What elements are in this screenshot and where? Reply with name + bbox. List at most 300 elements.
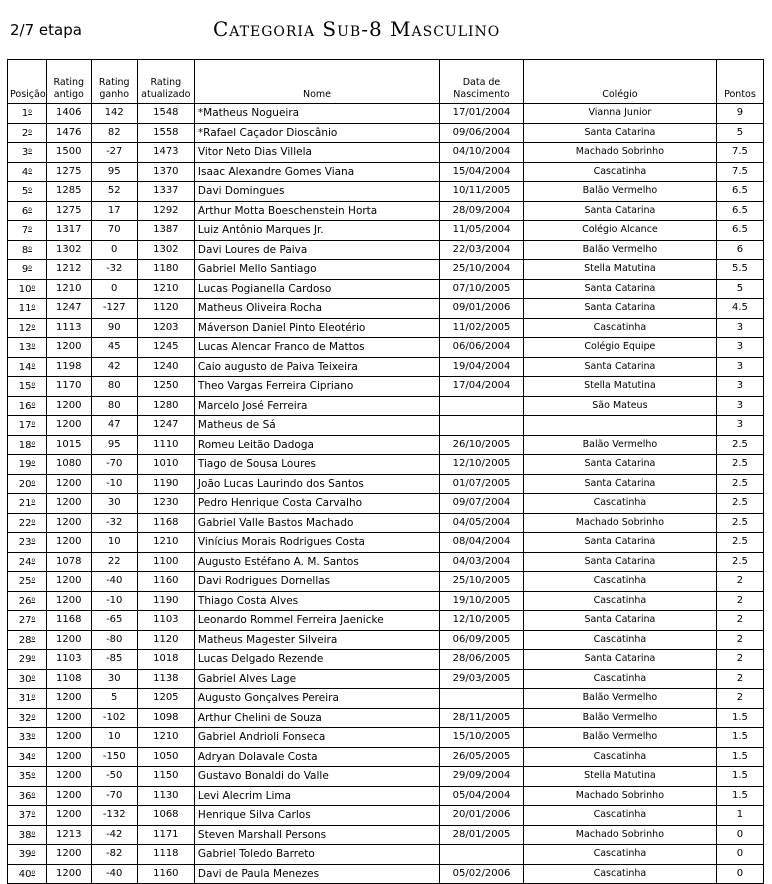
rating-gain-cell: 42 bbox=[91, 357, 137, 377]
college-cell: Cascatinha bbox=[523, 162, 716, 182]
header-name: Nome bbox=[194, 60, 439, 104]
ordinal-mark: o bbox=[31, 634, 36, 642]
old-rating-cell: 1200 bbox=[46, 591, 91, 611]
position-cell bbox=[8, 299, 47, 319]
new-rating-cell: 1245 bbox=[137, 338, 194, 358]
rating-gain-cell: 17 bbox=[91, 201, 137, 221]
player-name-cell: Arthur Chelini de Souza bbox=[194, 708, 439, 728]
player-name-cell: Lucas Delgado Rezende bbox=[194, 650, 439, 670]
birth-date-cell: 25/10/2005 bbox=[440, 572, 524, 592]
college-cell: Cascatinha bbox=[523, 630, 716, 650]
old-rating-cell: 1317 bbox=[46, 221, 91, 241]
points-cell: 2.5 bbox=[716, 533, 763, 553]
table-row bbox=[8, 572, 764, 592]
points-cell: 9 bbox=[716, 104, 763, 124]
college-cell: Santa Catarina bbox=[523, 123, 716, 143]
new-rating-cell: 1210 bbox=[137, 279, 194, 299]
position-number: 34 bbox=[18, 751, 32, 763]
birth-date-cell: 20/01/2006 bbox=[440, 806, 524, 826]
ordinal-mark: o bbox=[28, 127, 32, 135]
points-cell: 2 bbox=[716, 630, 763, 650]
player-name-cell: Steven Marshall Persons bbox=[194, 825, 439, 845]
old-rating-cell: 1285 bbox=[46, 182, 91, 202]
rating-gain-cell: -10 bbox=[91, 474, 137, 494]
position-cell bbox=[8, 396, 47, 416]
player-name-cell: Vitor Neto Dias Villela bbox=[194, 143, 439, 163]
rating-gain-cell: -32 bbox=[91, 260, 137, 280]
player-name-cell: Arthur Motta Boeschenstein Horta bbox=[194, 201, 439, 221]
position-number: 38 bbox=[18, 829, 32, 841]
player-name-cell: Luiz Antônio Marques Jr. bbox=[194, 221, 439, 241]
old-rating-cell: 1015 bbox=[46, 435, 91, 455]
header-position: Posição bbox=[8, 60, 47, 104]
birth-date-cell: 17/01/2004 bbox=[440, 104, 524, 124]
old-rating-cell: 1200 bbox=[46, 728, 91, 748]
table-row bbox=[8, 435, 764, 455]
birth-date-cell: 05/04/2004 bbox=[440, 786, 524, 806]
birth-date-cell: 09/07/2004 bbox=[440, 494, 524, 514]
new-rating-cell: 1210 bbox=[137, 728, 194, 748]
new-rating-cell: 1120 bbox=[137, 630, 194, 650]
rating-gain-cell: 0 bbox=[91, 279, 137, 299]
position-number: 14 bbox=[18, 361, 32, 373]
table-row bbox=[8, 318, 764, 338]
new-rating-cell: 1120 bbox=[137, 299, 194, 319]
rating-gain-cell: -27 bbox=[91, 143, 137, 163]
points-cell: 6 bbox=[716, 240, 763, 260]
position-cell bbox=[8, 533, 47, 553]
ordinal-mark: o bbox=[31, 732, 36, 740]
stage-label: 2/7 etapa bbox=[10, 21, 82, 39]
position-number: 27 bbox=[18, 615, 32, 627]
college-cell bbox=[523, 416, 716, 436]
points-cell: 7.5 bbox=[716, 143, 763, 163]
player-name-cell: Augusto Estéfano A. M. Santos bbox=[194, 552, 439, 572]
position-number: 7 bbox=[21, 225, 29, 237]
birth-date-cell: 04/10/2004 bbox=[440, 143, 524, 163]
table-row bbox=[8, 162, 764, 182]
rating-gain-cell: -65 bbox=[91, 611, 137, 631]
birth-date-cell: 15/04/2004 bbox=[440, 162, 524, 182]
new-rating-cell: 1160 bbox=[137, 864, 194, 884]
position-number: 22 bbox=[18, 517, 32, 529]
ordinal-mark: o bbox=[31, 829, 36, 837]
points-cell: 2 bbox=[716, 669, 763, 689]
birth-date-cell: 17/04/2004 bbox=[440, 377, 524, 397]
old-rating-cell: 1200 bbox=[46, 786, 91, 806]
position-cell bbox=[8, 669, 47, 689]
ordinal-mark: o bbox=[31, 381, 36, 389]
ordinal-mark: o bbox=[28, 147, 32, 155]
college-cell: Cascatinha bbox=[523, 747, 716, 767]
college-cell: Colégio Equipe bbox=[523, 338, 716, 358]
position-number: 36 bbox=[18, 790, 32, 802]
position-number: 23 bbox=[18, 537, 32, 549]
rating-gain-cell: -50 bbox=[91, 767, 137, 787]
old-rating-cell: 1078 bbox=[46, 552, 91, 572]
new-rating-cell: 1100 bbox=[137, 552, 194, 572]
birth-date-cell: 19/10/2005 bbox=[440, 591, 524, 611]
new-rating-cell: 1068 bbox=[137, 806, 194, 826]
table-row bbox=[8, 143, 764, 163]
table-row bbox=[8, 669, 764, 689]
ordinal-mark: o bbox=[31, 673, 36, 681]
points-cell: 2 bbox=[716, 650, 763, 670]
college-cell: Colégio Alcance bbox=[523, 221, 716, 241]
position-cell bbox=[8, 825, 47, 845]
rating-gain-cell: -32 bbox=[91, 513, 137, 533]
position-cell bbox=[8, 806, 47, 826]
college-cell: Machado Sobrinho bbox=[523, 786, 716, 806]
college-cell: Balão Vermelho bbox=[523, 728, 716, 748]
college-cell: Balão Vermelho bbox=[523, 689, 716, 709]
rating-gain-cell: -132 bbox=[91, 806, 137, 826]
position-cell bbox=[8, 572, 47, 592]
college-cell: Santa Catarina bbox=[523, 611, 716, 631]
player-name-cell: Gustavo Bonaldi do Valle bbox=[194, 767, 439, 787]
birth-date-cell: 26/05/2005 bbox=[440, 747, 524, 767]
old-rating-cell: 1200 bbox=[46, 533, 91, 553]
college-cell: Santa Catarina bbox=[523, 533, 716, 553]
player-name-cell: Augusto Gonçalves Pereira bbox=[194, 689, 439, 709]
points-cell: 6.5 bbox=[716, 221, 763, 241]
header-points: Pontos bbox=[716, 60, 763, 104]
old-rating-cell: 1200 bbox=[46, 416, 91, 436]
college-cell: Stella Matutina bbox=[523, 260, 716, 280]
old-rating-cell: 1247 bbox=[46, 299, 91, 319]
old-rating-cell: 1275 bbox=[46, 162, 91, 182]
points-cell: 3 bbox=[716, 338, 763, 358]
points-cell: 1.5 bbox=[716, 747, 763, 767]
points-cell: 2.5 bbox=[716, 474, 763, 494]
rating-gain-cell: -42 bbox=[91, 825, 137, 845]
player-name-cell: Tiago de Sousa Loures bbox=[194, 455, 439, 475]
birth-date-cell: 22/03/2004 bbox=[440, 240, 524, 260]
table-row bbox=[8, 611, 764, 631]
rating-gain-cell: 10 bbox=[91, 533, 137, 553]
rating-gain-cell: -40 bbox=[91, 864, 137, 884]
table-row bbox=[8, 357, 764, 377]
old-rating-cell: 1200 bbox=[46, 747, 91, 767]
position-number: 3 bbox=[21, 147, 29, 159]
position-number: 28 bbox=[18, 634, 32, 646]
ordinal-mark: o bbox=[31, 849, 36, 857]
position-number: 17 bbox=[18, 420, 32, 432]
rating-gain-cell: 22 bbox=[91, 552, 137, 572]
new-rating-cell: 1018 bbox=[137, 650, 194, 670]
college-cell: Cascatinha bbox=[523, 806, 716, 826]
old-rating-cell: 1476 bbox=[46, 123, 91, 143]
new-rating-cell: 1118 bbox=[137, 845, 194, 865]
position-number: 20 bbox=[18, 478, 32, 490]
position-number: 8 bbox=[21, 244, 29, 256]
rating-gain-cell: 45 bbox=[91, 338, 137, 358]
header-new-rating: Rating atualizado bbox=[137, 60, 194, 104]
position-cell bbox=[8, 123, 47, 143]
ordinal-mark: o bbox=[28, 244, 32, 252]
position-number: 35 bbox=[18, 771, 32, 783]
ordinal-mark: o bbox=[31, 478, 36, 486]
college-cell: Cascatinha bbox=[523, 591, 716, 611]
old-rating-cell: 1108 bbox=[46, 669, 91, 689]
points-cell: 0 bbox=[716, 825, 763, 845]
player-name-cell: Lucas Pogianella Cardoso bbox=[194, 279, 439, 299]
ordinal-mark: o bbox=[31, 439, 36, 447]
ordinal-mark: o bbox=[28, 264, 32, 272]
player-name-cell: *Matheus Nogueira bbox=[194, 104, 439, 124]
table-row bbox=[8, 864, 764, 884]
position-cell bbox=[8, 377, 47, 397]
college-cell: Stella Matutina bbox=[523, 377, 716, 397]
table-row bbox=[8, 474, 764, 494]
header-rating-gain: Rating ganho bbox=[91, 60, 137, 104]
table-row bbox=[8, 806, 764, 826]
player-name-cell: Davi Rodrigues Dornellas bbox=[194, 572, 439, 592]
points-cell: 3 bbox=[716, 416, 763, 436]
rating-gain-cell: 52 bbox=[91, 182, 137, 202]
player-name-cell: Gabriel Mello Santiago bbox=[194, 260, 439, 280]
new-rating-cell: 1110 bbox=[137, 435, 194, 455]
position-cell bbox=[8, 611, 47, 631]
college-cell: Santa Catarina bbox=[523, 357, 716, 377]
player-name-cell: Gabriel Toledo Barreto bbox=[194, 845, 439, 865]
new-rating-cell: 1098 bbox=[137, 708, 194, 728]
ordinal-mark: o bbox=[28, 225, 32, 233]
old-rating-cell: 1213 bbox=[46, 825, 91, 845]
rating-gain-cell: -102 bbox=[91, 708, 137, 728]
college-cell: Santa Catarina bbox=[523, 552, 716, 572]
table-row bbox=[8, 513, 764, 533]
old-rating-cell: 1200 bbox=[46, 474, 91, 494]
ordinal-mark: o bbox=[28, 205, 32, 213]
rating-gain-cell: -150 bbox=[91, 747, 137, 767]
points-cell: 2.5 bbox=[716, 494, 763, 514]
position-cell bbox=[8, 338, 47, 358]
rating-gain-cell: 80 bbox=[91, 396, 137, 416]
birth-date-cell bbox=[440, 689, 524, 709]
points-cell: 1 bbox=[716, 806, 763, 826]
position-number: 19 bbox=[18, 459, 32, 471]
table-row bbox=[8, 221, 764, 241]
points-cell: 5.5 bbox=[716, 260, 763, 280]
ordinal-mark: o bbox=[31, 654, 36, 662]
position-number: 6 bbox=[21, 205, 29, 217]
header-college: Colégio bbox=[523, 60, 716, 104]
position-number: 16 bbox=[18, 400, 32, 412]
position-number: 40 bbox=[18, 868, 32, 880]
points-cell: 2 bbox=[716, 591, 763, 611]
college-cell: Cascatinha bbox=[523, 864, 716, 884]
old-rating-cell: 1212 bbox=[46, 260, 91, 280]
position-cell bbox=[8, 591, 47, 611]
points-cell: 2 bbox=[716, 572, 763, 592]
college-cell: Stella Matutina bbox=[523, 767, 716, 787]
player-name-cell: Adryan Dolavale Costa bbox=[194, 747, 439, 767]
points-cell: 1.5 bbox=[716, 786, 763, 806]
position-number: 4 bbox=[21, 166, 29, 178]
new-rating-cell: 1302 bbox=[137, 240, 194, 260]
ordinal-mark: o bbox=[31, 537, 36, 545]
position-number: 15 bbox=[18, 381, 32, 393]
college-cell: São Mateus bbox=[523, 396, 716, 416]
position-number: 31 bbox=[18, 693, 32, 705]
old-rating-cell: 1200 bbox=[46, 630, 91, 650]
position-number: 26 bbox=[18, 595, 32, 607]
points-cell: 6.5 bbox=[716, 182, 763, 202]
ordinal-mark: o bbox=[31, 751, 36, 759]
table-row bbox=[8, 825, 764, 845]
rating-gain-cell: -40 bbox=[91, 572, 137, 592]
points-cell: 3 bbox=[716, 396, 763, 416]
player-name-cell: Levi Alecrim Lima bbox=[194, 786, 439, 806]
points-cell: 1.5 bbox=[716, 728, 763, 748]
table-row bbox=[8, 377, 764, 397]
table-row bbox=[8, 201, 764, 221]
ordinal-mark: o bbox=[31, 400, 36, 408]
position-cell bbox=[8, 318, 47, 338]
position-cell bbox=[8, 864, 47, 884]
points-cell: 0 bbox=[716, 845, 763, 865]
college-cell: Santa Catarina bbox=[523, 455, 716, 475]
page-title: Categoria Sub-8 Masculino bbox=[213, 17, 501, 41]
college-cell: Machado Sobrinho bbox=[523, 513, 716, 533]
player-name-cell: Caio augusto de Paiva Teixeira bbox=[194, 357, 439, 377]
new-rating-cell: 1240 bbox=[137, 357, 194, 377]
ordinal-mark: o bbox=[31, 556, 36, 564]
college-cell: Balão Vermelho bbox=[523, 182, 716, 202]
college-cell: Balão Vermelho bbox=[523, 708, 716, 728]
position-number: 24 bbox=[18, 556, 32, 568]
player-name-cell: Matheus Magester Silveira bbox=[194, 630, 439, 650]
points-cell: 1.5 bbox=[716, 708, 763, 728]
table-row bbox=[8, 728, 764, 748]
position-cell bbox=[8, 357, 47, 377]
position-cell bbox=[8, 260, 47, 280]
position-number: 39 bbox=[18, 849, 32, 861]
new-rating-cell: 1160 bbox=[137, 572, 194, 592]
position-number: 2 bbox=[21, 127, 29, 139]
position-number: 29 bbox=[18, 654, 32, 666]
old-rating-cell: 1103 bbox=[46, 650, 91, 670]
birth-date-cell: 09/06/2004 bbox=[440, 123, 524, 143]
header-old-rating: Rating antigo bbox=[46, 60, 91, 104]
college-cell: Cascatinha bbox=[523, 845, 716, 865]
player-name-cell: Theo Vargas Ferreira Cipriano bbox=[194, 377, 439, 397]
player-name-cell: Henrique Silva Carlos bbox=[194, 806, 439, 826]
ordinal-mark: o bbox=[31, 595, 36, 603]
position-cell bbox=[8, 279, 47, 299]
position-number: 5 bbox=[21, 186, 29, 198]
birth-date-cell: 28/01/2005 bbox=[440, 825, 524, 845]
rating-gain-cell: 5 bbox=[91, 689, 137, 709]
rating-gain-cell: 90 bbox=[91, 318, 137, 338]
birth-date-cell: 07/10/2005 bbox=[440, 279, 524, 299]
birth-date-cell: 11/02/2005 bbox=[440, 318, 524, 338]
table-row bbox=[8, 260, 764, 280]
position-number: 12 bbox=[18, 322, 32, 334]
old-rating-cell: 1275 bbox=[46, 201, 91, 221]
position-cell bbox=[8, 786, 47, 806]
position-number: 10 bbox=[18, 283, 32, 295]
college-cell: Santa Catarina bbox=[523, 474, 716, 494]
birth-date-cell: 12/10/2005 bbox=[440, 611, 524, 631]
player-name-cell: *Rafael Caçador Dioscânio bbox=[194, 123, 439, 143]
old-rating-cell: 1200 bbox=[46, 845, 91, 865]
table-row bbox=[8, 767, 764, 787]
position-cell bbox=[8, 143, 47, 163]
new-rating-cell: 1247 bbox=[137, 416, 194, 436]
new-rating-cell: 1150 bbox=[137, 767, 194, 787]
position-number: 1 bbox=[21, 108, 29, 120]
points-cell: 2.5 bbox=[716, 455, 763, 475]
birth-date-cell bbox=[440, 396, 524, 416]
position-cell bbox=[8, 435, 47, 455]
points-cell: 5 bbox=[716, 123, 763, 143]
ordinal-mark: o bbox=[31, 459, 36, 467]
birth-date-cell: 12/10/2005 bbox=[440, 455, 524, 475]
position-cell bbox=[8, 513, 47, 533]
points-cell: 5 bbox=[716, 279, 763, 299]
old-rating-cell: 1200 bbox=[46, 513, 91, 533]
table-row bbox=[8, 416, 764, 436]
rating-gain-cell: 142 bbox=[91, 104, 137, 124]
rating-gain-cell: -82 bbox=[91, 845, 137, 865]
birth-date-cell: 04/05/2004 bbox=[440, 513, 524, 533]
rating-gain-cell: -10 bbox=[91, 591, 137, 611]
new-rating-cell: 1138 bbox=[137, 669, 194, 689]
old-rating-cell: 1080 bbox=[46, 455, 91, 475]
birth-date-cell: 29/03/2005 bbox=[440, 669, 524, 689]
rating-gain-cell: 0 bbox=[91, 240, 137, 260]
table-row bbox=[8, 650, 764, 670]
ordinal-mark: o bbox=[28, 108, 32, 116]
old-rating-cell: 1200 bbox=[46, 494, 91, 514]
position-number: 18 bbox=[18, 439, 32, 451]
position-cell bbox=[8, 494, 47, 514]
player-name-cell: Isaac Alexandre Gomes Viana bbox=[194, 162, 439, 182]
position-cell bbox=[8, 845, 47, 865]
new-rating-cell: 1210 bbox=[137, 533, 194, 553]
college-cell: Balão Vermelho bbox=[523, 240, 716, 260]
rating-gain-cell: -127 bbox=[91, 299, 137, 319]
ordinal-mark: o bbox=[31, 342, 36, 350]
birth-date-cell: 08/04/2004 bbox=[440, 533, 524, 553]
birth-date-cell: 06/06/2004 bbox=[440, 338, 524, 358]
rating-gain-cell: 82 bbox=[91, 123, 137, 143]
new-rating-cell: 1190 bbox=[137, 474, 194, 494]
points-cell: 0 bbox=[716, 864, 763, 884]
new-rating-cell: 1230 bbox=[137, 494, 194, 514]
college-cell: Cascatinha bbox=[523, 494, 716, 514]
position-cell bbox=[8, 182, 47, 202]
position-cell bbox=[8, 240, 47, 260]
old-rating-cell: 1210 bbox=[46, 279, 91, 299]
points-cell: 2.5 bbox=[716, 513, 763, 533]
ordinal-mark: o bbox=[31, 361, 36, 369]
new-rating-cell: 1548 bbox=[137, 104, 194, 124]
table-row bbox=[8, 182, 764, 202]
old-rating-cell: 1200 bbox=[46, 689, 91, 709]
rating-gain-cell: 10 bbox=[91, 728, 137, 748]
new-rating-cell: 1050 bbox=[137, 747, 194, 767]
birth-date-cell bbox=[440, 845, 524, 865]
position-number: 25 bbox=[18, 576, 32, 588]
table-row bbox=[8, 552, 764, 572]
old-rating-cell: 1200 bbox=[46, 572, 91, 592]
college-cell: Machado Sobrinho bbox=[523, 143, 716, 163]
points-cell: 3 bbox=[716, 357, 763, 377]
birth-date-cell: 29/09/2004 bbox=[440, 767, 524, 787]
